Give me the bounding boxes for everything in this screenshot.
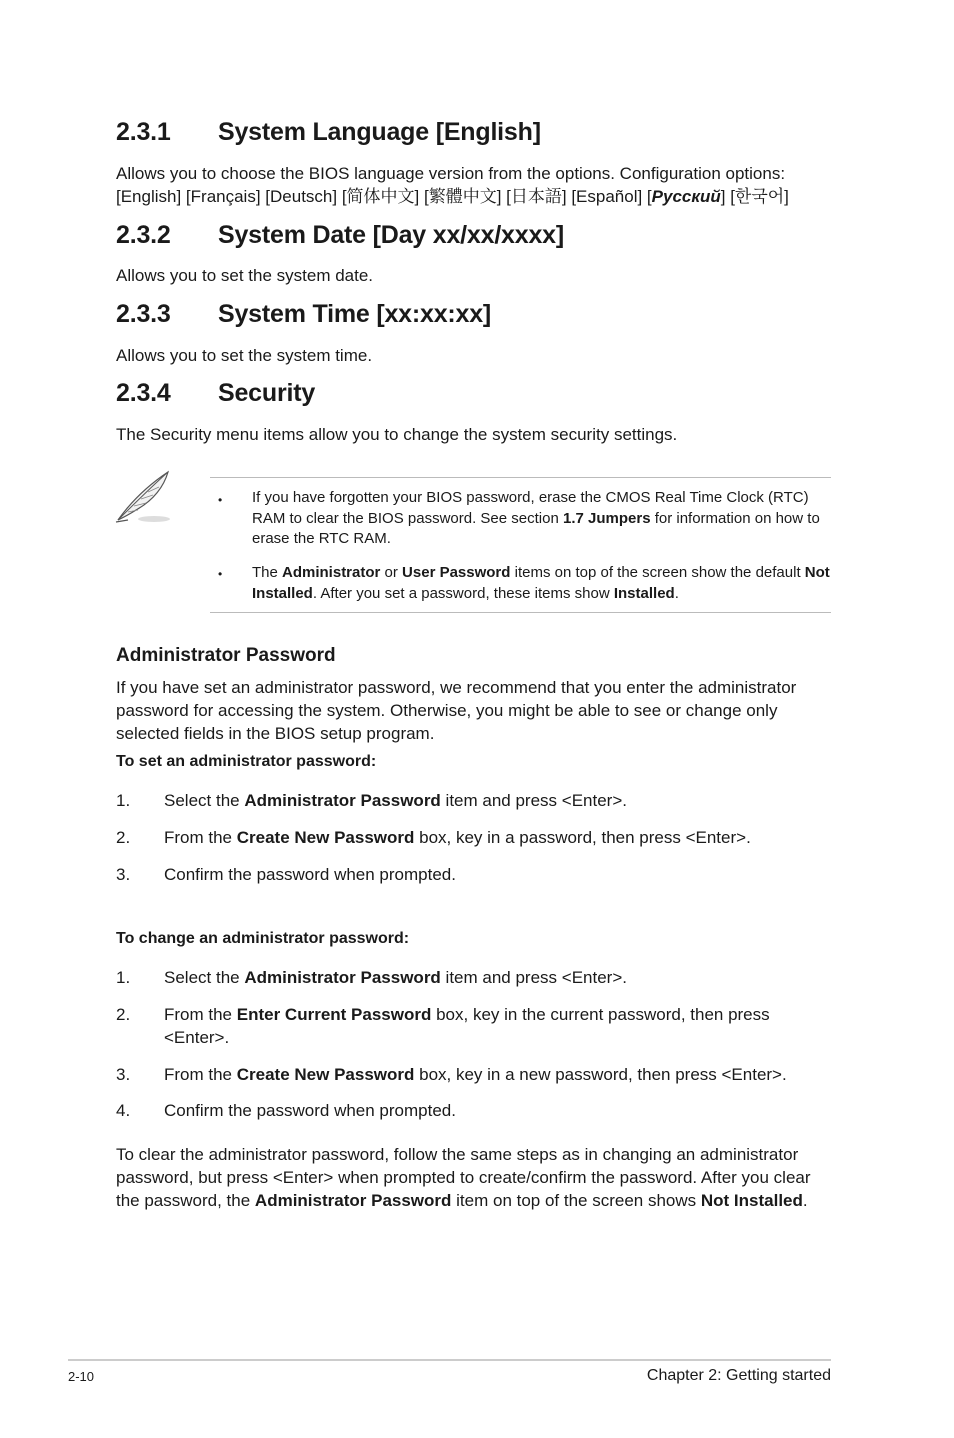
time-desc: Allows you to set the system time. [116, 346, 373, 365]
heading-system-time: 2.3.3 System Time [xx:xx:xx] [116, 300, 492, 328]
note-item-default-status: The Administrator or User Password items on top of the screen show the default Not Installed. After you set a password, these items show Installed. [252, 564, 830, 602]
footer-divider [68, 1359, 831, 1361]
change-password-label: To change an administrator password: [116, 930, 410, 947]
security-desc: The Security menu items allow you to change the system security settings. [116, 425, 678, 444]
page-number: 2-10 [68, 1369, 95, 1384]
heading-system-date: 2.3.2 System Date [Day xx/xx/xxxx] [116, 221, 564, 249]
admin-password-heading: Administrator Password [116, 645, 336, 666]
language-desc-line1: Allows you to choose the BIOS language version from the options. Configuration options: [116, 164, 786, 183]
date-desc: Allows you to set the system date. [116, 266, 374, 285]
feather-quill-icon [114, 466, 176, 524]
clear-password-desc: To clear the administrator password, follow the same steps as in changing an administrator password, but press <Enter> when prompted to create/confirm the password. After you clear the password, the Administrator Password item on top of the screen shows Not Installed. [116, 1145, 811, 1210]
heading-system-language: 2.3.1 System Language [English] [116, 118, 541, 146]
note-bullet: • [218, 567, 223, 581]
chapter-title: Chapter 2: Getting started [646, 1367, 831, 1384]
heading-security: 2.3.4 Security [116, 379, 316, 407]
admin-password-desc: If you have set an administrator password, we recommend that you enter the administrator password for accessing the system. Otherwise, you might be able to see or change only selected fields in the BIOS setup program. [116, 678, 797, 743]
language-options-line: [English] [Français] [Deutsch] [简体中文] [繁體中文] [日本語] [Español] [Русский] [한국어] [116, 187, 789, 206]
note-bullet: • [218, 493, 223, 507]
note-box [210, 477, 831, 613]
set-password-label: To set an administrator password: [116, 753, 377, 770]
manual-page: 2.3.1 System Language [English] Allows you to choose the BIOS language version from the options. Configuration options: [English] [Français] [Deutsch] [简体中文] [繁體中文] [日本語] [Español] [Русский] [한국어] 2.3.2 System Date [Day xx/xx/xxxx] Allows you to set the system date. 2.3.3 System Time [xx:xx:xx] Allows you to set the system time. 2.3.4 Security The Security menu items allow you to change the system security settings. • If you have forgotten your BIOS password, erase the CMOS Real Time Clock (RTC) RAM to clear the BIOS password. See section 1.7 Jumpers for information on how to erase the RTC RAM. • The Administrator or User Password items on top of the screen show the default Not Installed. After you set a password, these items show Installed. Administrator Password If you have set an administrator password, we recommend that you enter the administrator password for accessing the system. Otherwise, you might be able to see or change only selected fields in the BIOS setup program. To set an administrator password: 1. Select the Administrator Password item and press <Enter>. 2. From the Create New Password box, key in a password, then press <Enter>. 3. Confirm the password when prompted. To change an administrator password: 1. Select the Administrator Password item and press <Enter>. 2. From the Enter Current Password box, key in the current password, then press <Enter>. 3. From the Create New Password box, key in a new password, then press <Enter>. 4. Confirm the password when prompted. To clear the administrator password, follow the same steps as in changing an administrator password, but press <Enter> when prompted to create/confirm the password. After you clear the password, the Administrator Password item on top of the screen shows Not Installed. 2-10 Chapter 2: Getting started [68, 118, 831, 1384]
note-item-forgotten-password: If you have forgotten your BIOS password, erase the CMOS Real Time Clock (RTC) RAM to clear the BIOS password. See section 1.7 Jumpers for information on how to erase the RTC RAM. [252, 489, 820, 547]
